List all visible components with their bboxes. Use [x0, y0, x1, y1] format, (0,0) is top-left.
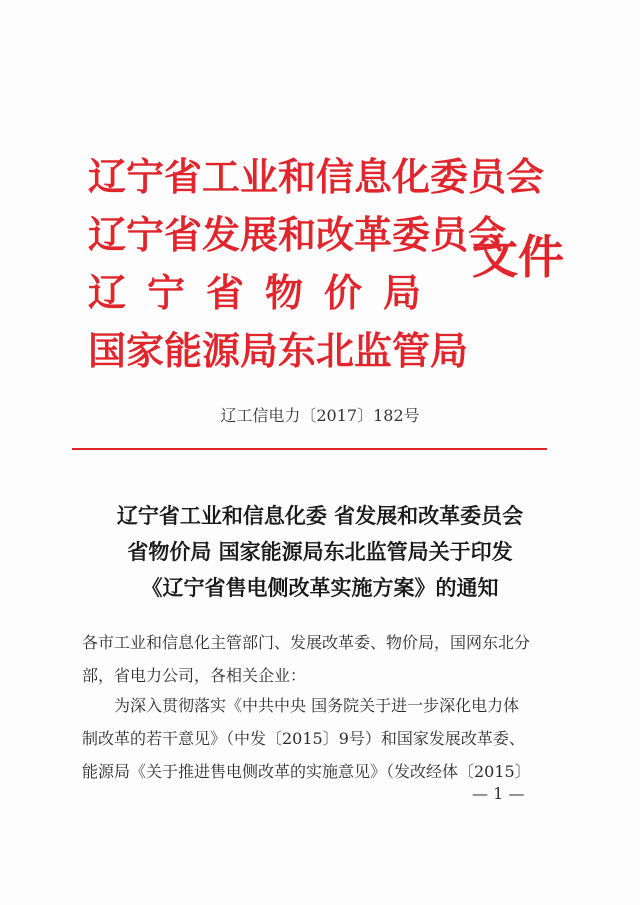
body-line-1: 为深入贯彻落实《中共中央 国务院关于进一步深化电力体	[114, 696, 520, 715]
document-number: 辽工信电力〔2017〕182号	[220, 406, 420, 425]
body-paragraph	[82, 689, 552, 788]
addressee-line-1: 各市工业和信息化主管部门、发展改革委、物价局，国网东北分	[82, 633, 531, 652]
addressee	[82, 626, 552, 692]
body-line-2: 制改革的若干意见》（中发〔2015〕9号）和国家发展改革委、	[82, 729, 525, 748]
title-line-2: 省物价局 国家能源局东北监管局关于印发	[127, 539, 513, 564]
title-line-1: 辽宁省工业和信息化委 省发展和改革委员会	[116, 503, 524, 528]
page-number: — 1 —	[472, 784, 525, 803]
issuer-2: 辽宁省发展和改革委员会	[88, 212, 507, 257]
document-title	[80, 498, 560, 606]
issuer-1: 辽宁省工业和信息化委员会	[88, 154, 545, 199]
document-header-word: 文件	[472, 230, 564, 284]
title-line-3: 《辽宁省售电侧改革实施方案》的通知	[141, 575, 499, 600]
issuer-3: 辽宁省物价局	[88, 270, 443, 315]
issuer-4: 国家能源局东北监管局	[88, 328, 469, 373]
red-divider-line	[72, 448, 547, 450]
body-line-3: 能源局《关于推进售电侧改革的实施意见》（发改经体〔2015〕	[82, 762, 531, 781]
addressee-line-2: 部，省电力公司，各相关企业：	[82, 666, 307, 685]
